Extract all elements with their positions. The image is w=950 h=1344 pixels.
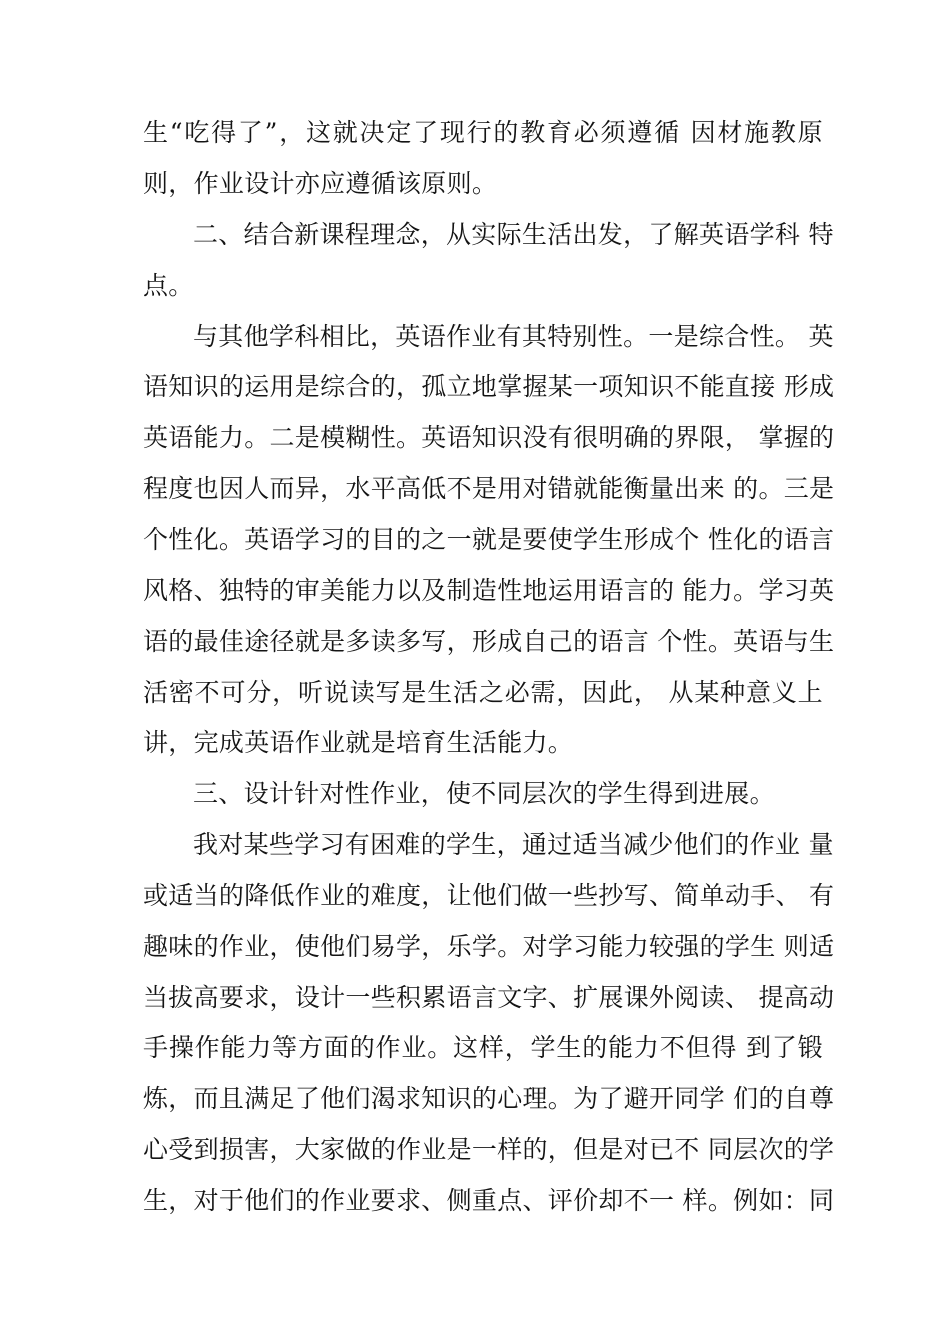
text-line: 程度也因人而异，水平高低不是用对错就能衡量出来 的。三是 — [143, 474, 835, 503]
text-line: 生，对于他们的作业要求、侧重点、评价却不一 样。例如：同 — [143, 1186, 835, 1215]
text-line: 炼，而且满足了他们渴求知识的心理。为了避开同学 们的自尊 — [143, 1084, 835, 1113]
text-line: 与其他学科相比，英语作业有其特别性。一是综合性。 英 — [193, 322, 834, 351]
text-line: 手操作能力等方面的作业。这样，学生的能力不但得 到了锻 — [143, 1033, 823, 1062]
text-line: 风格、独特的审美能力以及制造性地运用语言的 能力。学习英 — [143, 576, 835, 605]
text-line: 或适当的降低作业的难度，让他们做一些抄写、简单动手、 有 — [143, 881, 835, 910]
text-line: 语知识的运用是综合的，孤立地掌握某一项知识不能直接 形成 — [143, 372, 835, 401]
text-line: 我对某些学习有困难的学生，通过适当减少他们的作业 量 — [193, 830, 834, 859]
text-line: 活密不可分，听说读写是生活之必需，因此， 从某种意义上 — [143, 678, 823, 707]
text-line: 语的最佳途径就是多读多写，形成自己的语言 个性。英语与生 — [143, 627, 835, 656]
text-line: 则，作业设计亦应遵循该原则。 — [143, 169, 498, 198]
section-heading: 二、结合新课程理念，从实际生活出发，了解英语学科 特 — [193, 220, 834, 249]
text-line: 英语能力。二是模糊性。英语知识没有很明确的界限， 掌握的 — [143, 423, 835, 452]
text-line: 心受到损害，大家做的作业是一样的，但是对已不 同层次的学 — [143, 1135, 835, 1164]
text-line: 讲，完成英语作业就是培育生活能力。 — [143, 728, 574, 757]
text-line: 点。 — [143, 271, 194, 300]
text-line: 当拔高要求，设计一些积累语言文字、扩展课外阅读、 提高动 — [143, 983, 835, 1012]
text-line: 个性化。英语学习的目的之一就是要使学生形成个 性化的语言 — [143, 525, 835, 554]
text-line: 趣味的作业，使他们易学，乐学。对学习能力较强的学生 则适 — [143, 932, 835, 961]
text-line: 生“吃得了”，这就决定了现行的教育必须遵循 因材施教原 — [143, 118, 823, 147]
section-heading: 三、设计针对性作业，使不同层次的学生得到进展。 — [193, 779, 775, 808]
